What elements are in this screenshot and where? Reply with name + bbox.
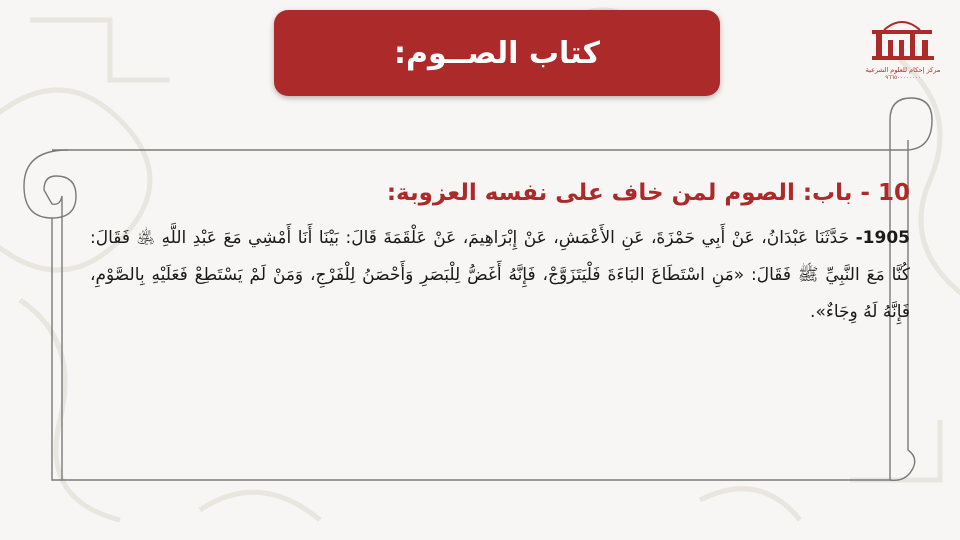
logo-phone: ٩٦٦٥٠٠٠٠٠٠٠٠: [885, 75, 921, 81]
content-area: [90, 176, 910, 331]
hadith-text: حَدَّثَنَا عَبْدَانُ، عَنْ أَبِي حَمْزَةَ، عَنِ الأَعْمَشِ، عَنْ إِبْرَاهِيمَ، عَنْ عَلْقَمَةَ قَالَ: بَيْنَا أَنَا أَمْشِي مَعَ عَبْدِ اللَّهِ ﵁ فَقَالَ: كُنَّا مَعَ النَّبِيِّ ﷺ فَقَالَ: «مَنِ اسْتَطَاعَ البَاءَةَ فَلْيَتَزَوَّجْ، فَإِنَّهُ أَغَضُّ لِلْبَصَرِ وَأَحْصَنُ لِلْفَرْجِ، وَمَنْ لَمْ يَسْتَطِعْ فَعَلَيْهِ بِالصَّوْمِ، فَإِنَّهُ لَهُ وِجَاءٌ».: [90, 228, 910, 322]
logo: [862, 18, 944, 98]
logo-subtitle: مركز إحكام للعلوم الشرعية: [865, 66, 941, 74]
page-title: كتاب الصــوم:: [394, 35, 600, 71]
logo-mark-icon: [866, 18, 940, 66]
hadith-number: 1905-: [855, 228, 910, 248]
chapter-title: 10 - باب: الصوم لمن خاف على نفسه العزوبة:: [386, 180, 910, 206]
title-banner: [274, 10, 720, 96]
hadith-paragraph: [90, 220, 910, 331]
